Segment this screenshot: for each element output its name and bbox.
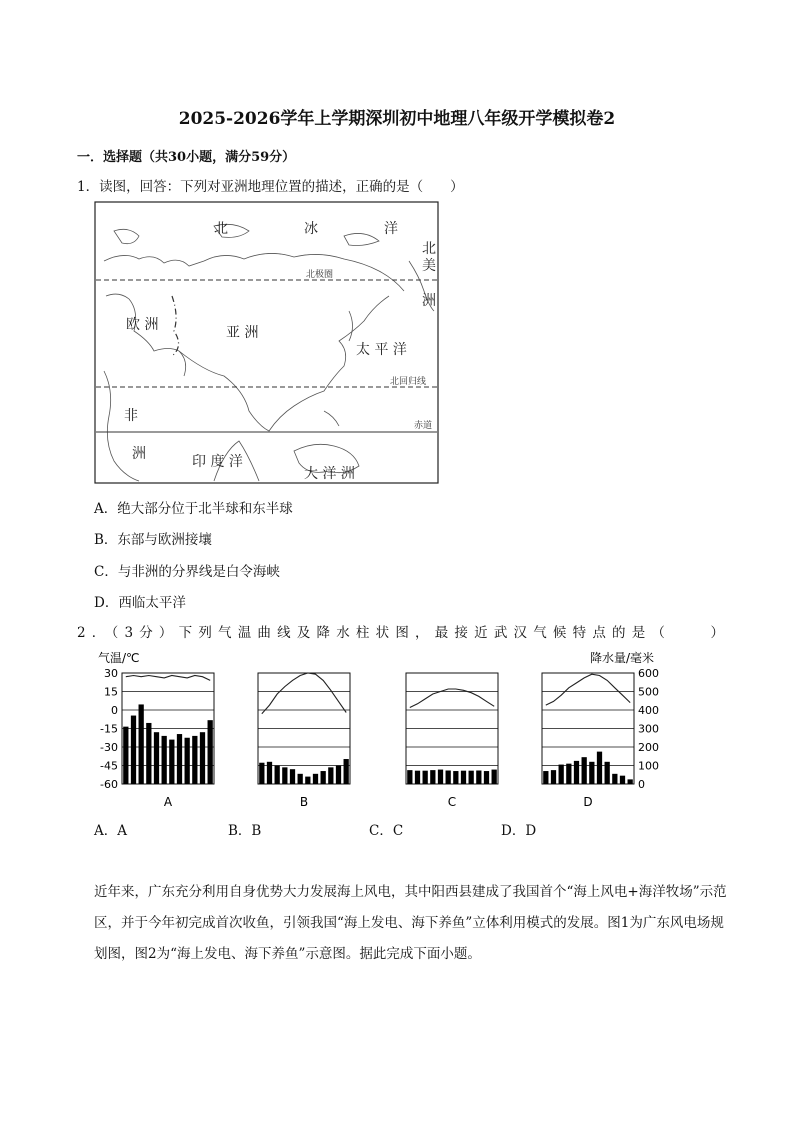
label-europe: 欧 洲 [126,317,159,333]
label-north: 北 [214,221,228,237]
label-africa-1: 非 [124,408,138,424]
precip-tick-label: 200 [638,741,659,754]
precip-bar [305,777,310,784]
precip-bar [430,770,435,784]
q1-option-b[interactable]: B．东部与欧洲接壤 [94,532,212,548]
climate-panel-A [122,673,214,809]
precip-bar [469,771,474,784]
q2-option-c[interactable]: C．C [369,823,404,839]
panel-label: C [447,795,457,809]
precip-bar [290,769,295,784]
precip-bar [438,770,443,784]
precip-bar [415,771,420,784]
precip-bar [543,771,548,784]
precip-bar [298,774,303,784]
temp-tick-label: -45 [100,759,118,773]
precip-bar [446,770,451,784]
precip-axis-ticks [638,667,659,791]
precip-bar [131,716,136,784]
climate-panel-D [542,673,634,809]
precip-bar [476,770,481,784]
precip-bar [551,770,556,784]
precip-bar [192,736,197,784]
precip-bar [328,767,333,784]
precip-bar [597,752,602,784]
precip-tick-label: 600 [638,667,659,680]
precip-tick-label: 300 [638,722,659,736]
label-asia: 亚 洲 [226,325,259,341]
label-oceania: 大 洋 洲 [304,466,355,482]
label-arctic-circle: 北极圈 [306,270,334,280]
section-heading: 一．选择题（共30小题，满分59分） [77,150,296,165]
precip-bar [423,771,428,784]
label-na-1: 北 [422,241,436,257]
precip-bar [559,765,564,784]
label-indian-ocean: 印 度 洋 [192,454,243,470]
precip-bar [589,762,594,784]
label-na-2: 美 [422,258,436,274]
precip-tick-label: 100 [638,759,659,773]
precip-tick-label: 0 [638,778,645,791]
precip-bar [453,771,458,784]
precip-tick-label: 500 [638,685,659,699]
precip-bar [154,732,159,784]
precip-bar [169,740,174,784]
precip-bar [139,704,144,784]
temperature-line [546,674,630,705]
label-na-3: 洲 [422,293,436,309]
climate-panel-C [406,673,498,809]
precip-bar [566,764,571,784]
temp-axis-ticks [100,667,118,791]
label-tropic: 北回归线 [390,377,427,387]
q1-option-a[interactable]: A．绝大部分位于北半球和东半球 [94,501,293,517]
precip-bar [162,736,167,784]
temp-axis-label: 气温/℃ [98,651,140,665]
precip-bar [208,720,213,784]
temp-tick-label: -15 [100,722,118,736]
page-title: 2025-2026学年上学期深圳初中地理八年级开学模拟卷2 [178,109,616,129]
question-1-stem: 1．读图，回答：下列对亚洲地理位置的描述，正确的是（ ） [77,179,464,195]
precip-bar [185,738,190,784]
precip-bar [259,763,264,784]
temperature-line [262,673,346,714]
precip-bar [620,776,625,784]
label-ice: 冰 [304,221,318,237]
temp-tick-label: 0 [111,704,118,717]
precip-bar [123,727,128,784]
precip-bar [146,723,151,784]
question-2-stem: 2．（3分）下列气温曲线及降水柱状图，最接近武汉气候特点的是（ ） [77,625,731,641]
reading-passage: 近年来，广东充分利用自身优势大力发展海上风电，其中阳西县建成了我国首个“海上风电+海洋牧场”示范区，并于今年初完成首次收鱼，引领我国“海上发电、海下养鱼”立体利用模式的发展。图1为广东风电场规划图，图2为“海上发电、海下养鱼”示意图。据此完成下面小题。 [94,884,727,962]
precip-bar [407,770,412,784]
label-ocean: 洋 [384,221,398,237]
precip-bar [492,770,497,784]
panel-label: B [299,795,309,809]
label-pacific: 太 平 洋 [356,342,407,358]
q1-option-d[interactable]: D．西临太平洋 [94,595,186,611]
precip-bar [282,767,287,784]
precip-bar [336,766,341,785]
panel-label: D [583,795,593,809]
temperature-line [126,676,210,681]
climate-panels [122,673,634,809]
q1-option-c[interactable]: C．与非洲的分界线是白令海峡 [94,564,280,580]
precip-bar [344,759,349,784]
climate-panel-B [258,673,350,809]
precip-bar [313,774,318,784]
climate-charts [90,647,670,812]
label-africa-2: 洲 [132,446,146,462]
precip-bar [275,766,280,785]
temp-tick-label: 30 [104,667,118,680]
precip-bar [200,732,205,784]
precip-bar [177,734,182,784]
panel-label: A [163,795,173,809]
precip-axis-label: 降水量/毫米 [590,651,655,665]
temp-tick-label: 15 [104,685,118,699]
precip-bar [628,779,633,784]
q2-option-b[interactable]: B．B [228,823,262,839]
q2-option-a[interactable]: A．A [94,823,127,839]
precip-tick-label: 400 [638,704,659,717]
temp-tick-label: -60 [100,778,118,791]
label-equator: 赤道 [414,421,433,431]
precip-bar [605,762,610,784]
precip-bar [484,771,489,784]
precip-bar [321,771,326,784]
asia-location-map [94,201,440,485]
precip-bar [612,774,617,784]
q2-option-d[interactable]: D．D [501,823,537,839]
precip-bar [574,761,579,784]
temp-tick-label: -30 [100,741,118,754]
precip-bar [267,762,272,784]
precip-bar [582,757,587,784]
precip-bar [461,771,466,784]
